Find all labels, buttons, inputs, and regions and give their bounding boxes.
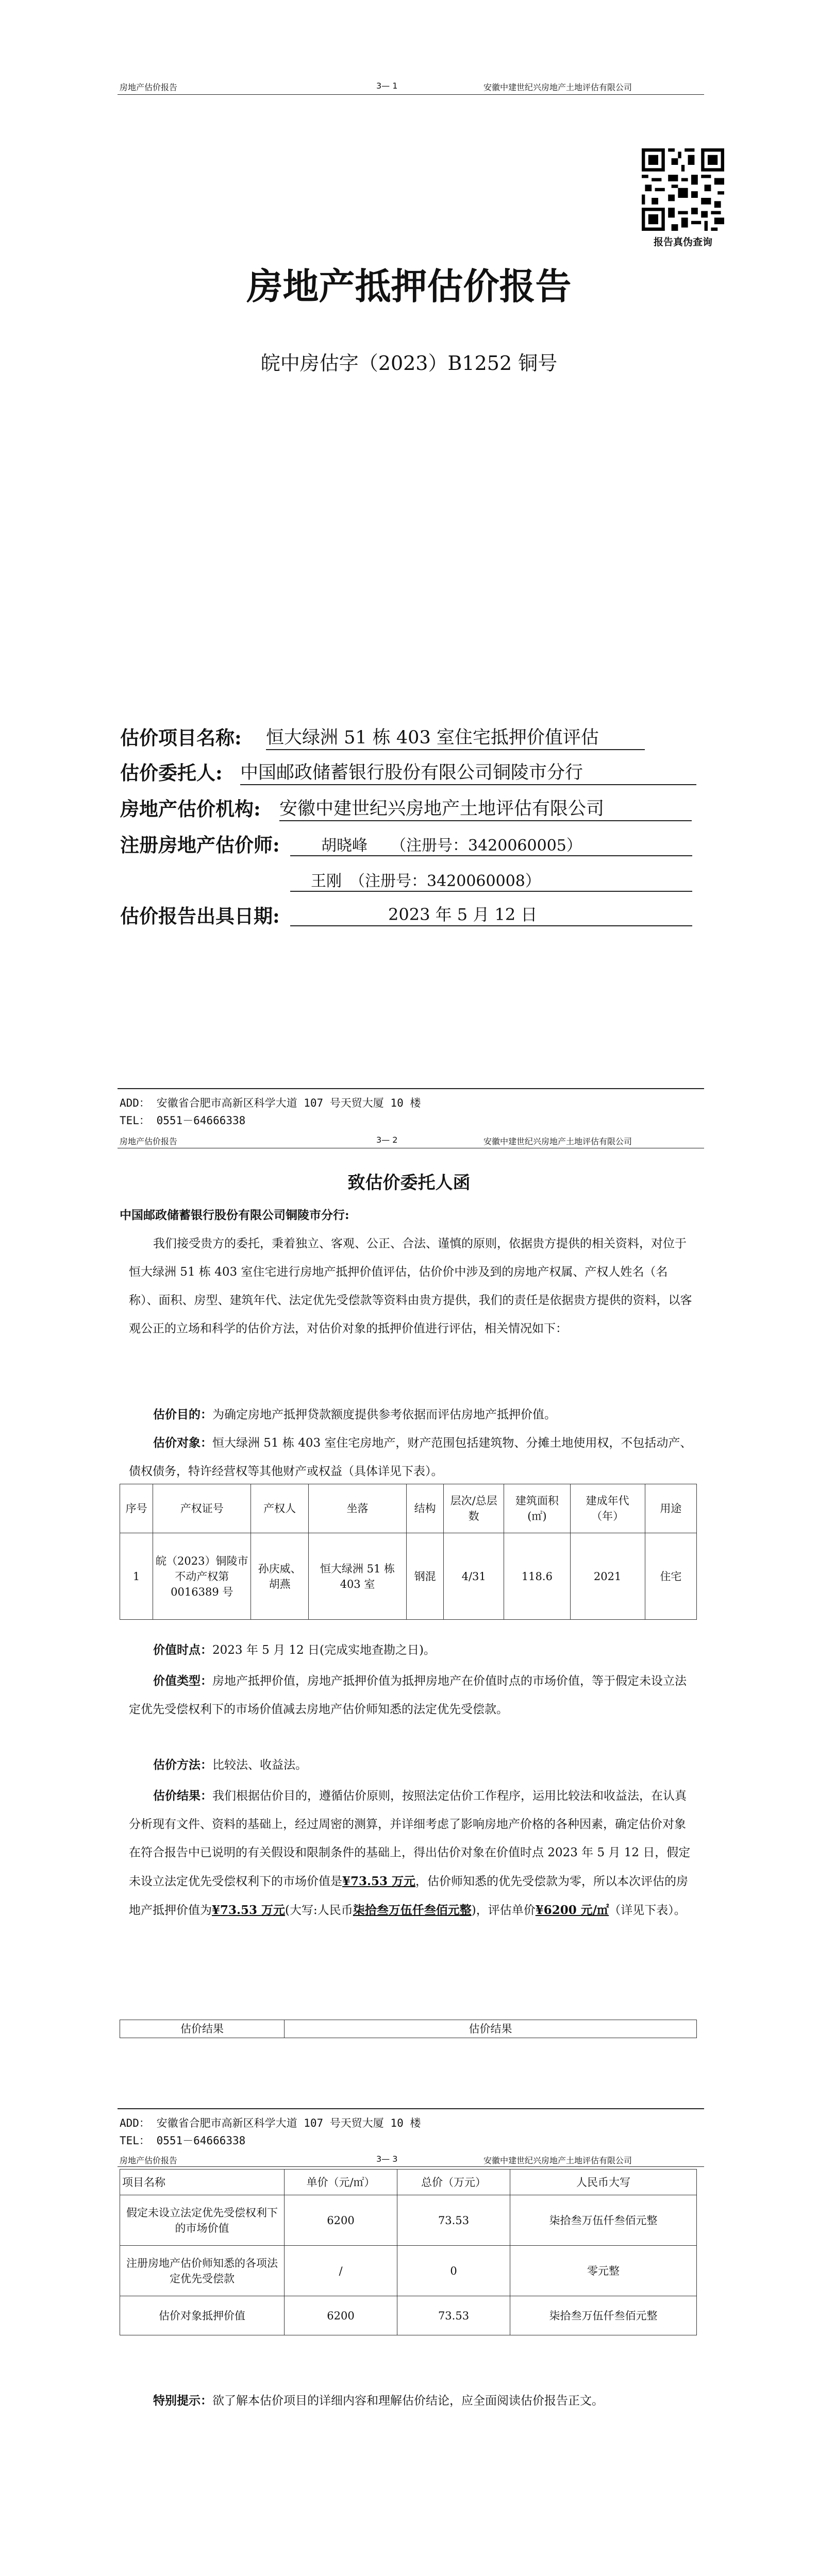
result-paragraph xyxy=(129,1782,696,1925)
mortgage-value-words: 柒拾叁万伍仟叁佰元整 xyxy=(353,1903,472,1917)
report-number: 皖中房估字（2023）B1252 铜号 xyxy=(260,352,558,375)
value-summary-table xyxy=(120,2169,697,2335)
purpose-paragraph xyxy=(129,1400,696,1429)
result-text-b: ，估价师知悉的优先受偿款为零，所以本次评估的房地产抵押价值为 xyxy=(129,1875,689,1917)
header-left-text: 房地产估价报告 xyxy=(120,1137,178,1146)
header-page-number: 3— 3 xyxy=(376,2154,398,2164)
footer-tel: TEL： 0551－64666338 xyxy=(120,1114,246,1127)
summary-header-cell: 估价结果 xyxy=(120,2020,285,2038)
table-header-row xyxy=(120,1484,697,1533)
table-cell: / xyxy=(285,2246,397,2296)
table-cell: 估价对象抵押价值 xyxy=(120,2296,285,2335)
agency-value: 安徽中建世纪兴房地产土地评估有限公司 xyxy=(279,794,692,821)
method-paragraph xyxy=(129,1751,696,1780)
column-header: 序号 xyxy=(120,1484,153,1533)
column-header: 坐落 xyxy=(308,1484,406,1533)
header-page-number: 3— 2 xyxy=(376,1135,398,1145)
footer-divider xyxy=(118,2108,704,2109)
result-text-e: （详见下表）。 xyxy=(609,1904,686,1917)
date-paragraph xyxy=(129,1636,696,1665)
table-cell: 钢混 xyxy=(407,1533,444,1620)
table-cell: 73.53 xyxy=(397,2296,510,2335)
header-left-text: 房地产估价报告 xyxy=(120,82,178,92)
table-cell: 恒大绿洲 51 栋 403 室 xyxy=(308,1533,406,1620)
issue-date-value: 2023 年 5 月 12 日 xyxy=(290,902,692,926)
table-cell: 假定未设立法定优先受偿权利下的市场价值 xyxy=(120,2195,285,2246)
notice-label: 特别提示： xyxy=(153,2394,212,2408)
column-header: 用途 xyxy=(645,1484,696,1533)
type-text: 房地产抵押价值，房地产抵押价值为抵押房地产在价值时点的市场价值，等于假定未设立法定优先受偿权利下的市场价值减去房地产估价师知悉的法定优先受偿款。 xyxy=(129,1674,687,1716)
table-cell: 73.53 xyxy=(397,2195,510,2246)
column-header: 总价（万元） xyxy=(397,2170,510,2195)
table-cell: 1 xyxy=(120,1533,153,1620)
header-divider xyxy=(118,94,704,95)
footer-divider xyxy=(118,1088,704,1089)
table-cell: 皖（2023）铜陵市不动产权第 0016389 号 xyxy=(153,1533,251,1620)
column-header: 建筑面积(㎡) xyxy=(504,1484,570,1533)
table-cell: 2021 xyxy=(570,1533,645,1620)
letter-title: 致估价委托人函 xyxy=(347,1173,471,1193)
column-header: 层次/总层数 xyxy=(444,1484,504,1533)
qr-caption: 报告真伪查询 xyxy=(653,236,712,248)
table-cell: 孙庆威、胡燕 xyxy=(251,1533,308,1620)
table-cell: 6200 xyxy=(285,2296,397,2335)
purpose-text: 为确定房地产抵押贷款额度提供参考依据而评估房地产抵押价值。 xyxy=(212,1408,556,1421)
column-header: 人民币大写 xyxy=(510,2170,697,2195)
method-text: 比较法、收益法。 xyxy=(212,1758,307,1772)
type-label: 价值类型： xyxy=(153,1674,212,1688)
footer-tel: TEL： 0551－64666338 xyxy=(120,2134,246,2147)
footer-address: ADD： 安徽省合肥市高新区科学大道 107 号天贸大厦 10 楼 xyxy=(120,2117,421,2129)
method-label: 估价方法： xyxy=(153,1758,212,1772)
agency-label: 房地产估价机构: xyxy=(120,798,261,820)
table-cell: 柒拾叁万伍仟叁佰元整 xyxy=(510,2296,697,2335)
appraiser-label: 注册房地产估价师: xyxy=(120,834,280,856)
appraiser-2-value: 王刚 （注册号：3420060008） xyxy=(290,868,692,892)
result-text-d: )，评估单价 xyxy=(471,1904,536,1917)
purpose-label: 估价目的： xyxy=(153,1408,212,1421)
unit-price: ¥6200 元/㎡ xyxy=(535,1903,609,1917)
header-company-text: 安徽中建世纪兴房地产土地评估有限公司 xyxy=(483,1137,632,1146)
result-text-c: (大写:人民币 xyxy=(285,1904,353,1917)
header-divider xyxy=(118,2166,704,2167)
qr-code-icon[interactable] xyxy=(642,148,724,231)
table-row xyxy=(120,2296,697,2335)
notice-text: 欲了解本估价项目的详细内容和理解估价结论，应全面阅读估价报告正文。 xyxy=(212,2394,604,2408)
column-header: 产权人 xyxy=(251,1484,308,1533)
result-text-a: 我们根据估价目的，遵循估价原则，按照法定估价工作程序，运用比较法和收益法，在认真分析现有文件、资料的基础上，经过周密的测算，并详细考虑了影响房地产价格的各种因素，确定估价对象在符合报告中已说明的有关假设和限制条件的基础上，得出估价对象在价值时点 2023 年 5 月 12 日，假定未设立法定优先受偿权利下的市场价值是 xyxy=(129,1789,691,1888)
report-title: 房地产抵押估价报告 xyxy=(246,265,572,308)
header-left-text: 房地产估价报告 xyxy=(120,2156,178,2165)
column-header: 产权证号 xyxy=(153,1484,251,1533)
column-header: 结构 xyxy=(407,1484,444,1533)
table-cell: 零元整 xyxy=(510,2246,697,2296)
appraiser-1-value: 胡晓峰 （注册号：3420060005） xyxy=(290,833,692,856)
object-text: 恒大绿洲 51 栋 403 室住宅房地产，财产范围包括建筑物、分摊土地使用权，不包括动产、债权债务，特许经营权等其他财产或权益（具体详见下表）。 xyxy=(129,1436,692,1478)
header-page-number: 3— 1 xyxy=(376,81,398,91)
header-company-text: 安徽中建世纪兴房地产土地评估有限公司 xyxy=(483,82,632,92)
column-header: 建成年代（年） xyxy=(570,1484,645,1533)
header-company-text: 安徽中建世纪兴房地产土地评估有限公司 xyxy=(483,2156,632,2165)
column-header: 单价（元/㎡） xyxy=(285,2170,397,2195)
footer-address: ADD： 安徽省合肥市高新区科学大道 107 号天贸大厦 10 楼 xyxy=(120,1097,421,1109)
project-name-value: 恒大绿洲 51 栋 403 室住宅抵押价值评估 xyxy=(266,723,645,750)
object-paragraph xyxy=(129,1429,696,1486)
table-cell: 住宅 xyxy=(645,1533,696,1620)
type-paragraph xyxy=(129,1667,696,1724)
table-cell: 柒拾叁万伍仟叁佰元整 xyxy=(510,2195,697,2246)
table-row xyxy=(120,2195,697,2246)
market-value: ¥73.53 万元 xyxy=(342,1874,416,1888)
table-cell: 4/31 xyxy=(444,1533,504,1620)
notice-paragraph xyxy=(129,2386,696,2415)
result-summary-header xyxy=(120,2020,697,2038)
table-cell: 6200 xyxy=(285,2195,397,2246)
result-label: 估价结果： xyxy=(153,1789,212,1803)
table-row xyxy=(120,1533,697,1620)
mortgage-value: ¥73.53 万元 xyxy=(212,1903,286,1917)
project-name-label: 估价项目名称: xyxy=(120,726,242,749)
issue-date-label: 估价报告出具日期: xyxy=(120,905,280,927)
client-value: 中国邮政储蓄银行股份有限公司铜陵市分行 xyxy=(240,758,696,785)
column-header: 项目名称 xyxy=(120,2170,285,2195)
table-cell: 0 xyxy=(397,2246,510,2296)
client-label: 估价委托人: xyxy=(120,761,223,784)
letter-intro: 我们接受贵方的委托，秉着独立、客观、公正、合法、谨慎的原则，依据贵方提供的相关资料，对位于恒大绿洲 51 栋 403 室住宅进行房地产抵押价值评估，估价价中涉及到的房地产权属、产权人姓名（名称）、面积、房型、建筑年代、法定优先受偿款等资料由贵方提供，我们的责任是依据贵方提供的资料，以客观公正的立场和科学的估价方法，对估价对象的抵押价值进行评估，相关情况如下： xyxy=(129,1237,692,1335)
table-cell: 118.6 xyxy=(504,1533,570,1620)
date-label: 价值时点： xyxy=(153,1643,212,1657)
object-label: 估价对象： xyxy=(153,1436,212,1450)
table-row xyxy=(120,2246,697,2296)
table-header-row xyxy=(120,2170,697,2195)
letter-addressee: 中国邮政储蓄银行股份有限公司铜陵市分行: xyxy=(120,1208,349,1222)
property-table xyxy=(120,1484,697,1620)
summary-header-cell: 估价结果 xyxy=(285,2020,697,2038)
table-cell: 注册房地产估价师知悉的各项法定优先受偿款 xyxy=(120,2246,285,2296)
date-text: 2023 年 5 月 12 日(完成实地查勘之日)。 xyxy=(212,1643,436,1657)
